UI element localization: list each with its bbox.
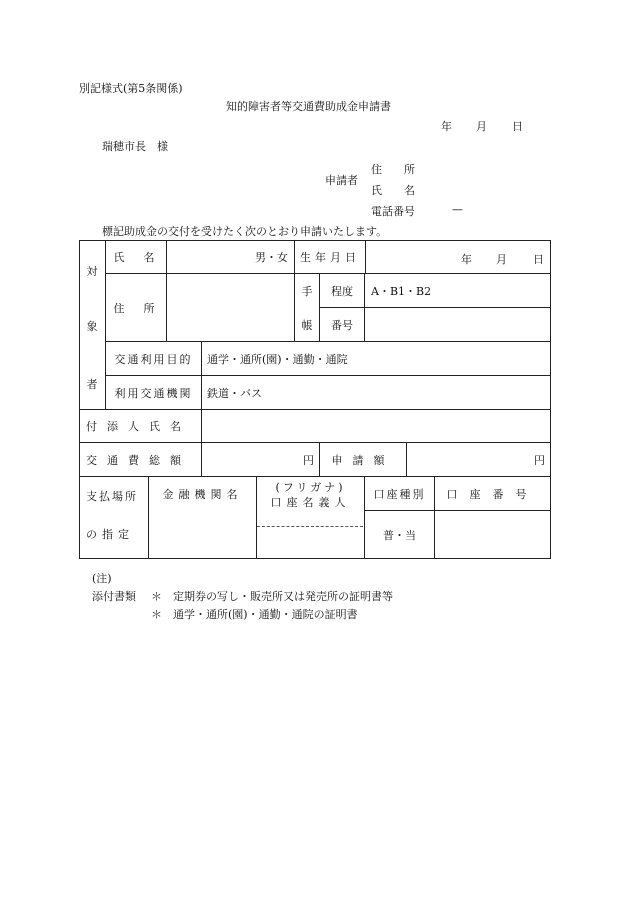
transport-choice[interactable]: 鉄道・バス [207, 386, 262, 400]
attendant-label: 付添人氏名 [86, 420, 191, 433]
phone-separator: — [452, 203, 463, 216]
dob-day: 日 [533, 253, 544, 266]
applicant-name-label: 氏 名 [371, 184, 415, 197]
techo-label-2: 帳 [301, 318, 313, 332]
dob-label: 生年月日 [300, 251, 360, 264]
target-label-3: 者 [86, 378, 98, 391]
attachments-label: 添付書類 [92, 590, 136, 603]
note-item-2: 通学・通所(園)・通勤・通院の証明書 [173, 608, 358, 621]
date-month: 月 [476, 120, 487, 133]
payment-label-1: 支払場所 [86, 490, 138, 503]
transport-label: 利用交通機関 [114, 386, 193, 400]
form-reference: 別記様式(第5条関係) [79, 82, 183, 95]
dob-year: 年 [461, 253, 472, 266]
total-cost-label: 交通費総額 [86, 453, 191, 467]
applicant-phone-label: 電話番号 [371, 205, 415, 218]
note-item-1: 定期券の写し・販売所又は発売所の証明書等 [173, 590, 393, 603]
note-bullet-1: ＊ [151, 590, 162, 603]
purpose-choice[interactable]: 通学・通所(園)・通勤・通院 [207, 352, 348, 366]
notes-heading: (注) [92, 572, 112, 585]
account-holder-label: 口座名義人 [270, 496, 351, 509]
purpose-label: 交通利用目的 [114, 352, 193, 366]
grade-choice[interactable]: A・B1・B2 [371, 284, 432, 298]
total-cost-unit: 円 [303, 453, 314, 467]
furigana-label: (フリガナ) [275, 481, 346, 494]
name-label: 氏 名 [113, 251, 159, 264]
number-label: 番号 [331, 318, 353, 332]
addressee: 瑞穂市長 様 [102, 140, 168, 153]
date-year: 年 [441, 120, 452, 133]
date-day: 日 [512, 120, 523, 133]
target-label-2: 象 [86, 320, 98, 333]
intro-text: 標記助成金の交付を受けたく次のとおり申請いたします。 [102, 225, 388, 238]
note-bullet-2: ＊ [151, 608, 162, 621]
applicant-label: 申請者 [325, 174, 358, 187]
bank-name-label: 金融機関名 [162, 487, 243, 501]
dob-month: 月 [496, 253, 507, 266]
payment-label-2: の指定 [86, 528, 134, 541]
account-type-label: 口座種別 [373, 487, 426, 501]
target-label-1: 対 [86, 265, 98, 278]
techo-label-1: 手 [301, 284, 313, 298]
document-title: 知的障害者等交通費助成金申請書 [226, 100, 391, 113]
applicant-address-label: 住 所 [371, 163, 415, 176]
gender-choice[interactable]: 男・女 [255, 251, 288, 264]
target-address-label: 住 所 [113, 301, 159, 315]
grade-label: 程度 [331, 284, 353, 298]
account-type-choice[interactable]: 普・当 [383, 528, 416, 542]
account-number-label: 口座番号 [446, 487, 539, 501]
request-amount-label: 申請額 [331, 453, 395, 467]
request-amount-unit: 円 [534, 453, 545, 467]
